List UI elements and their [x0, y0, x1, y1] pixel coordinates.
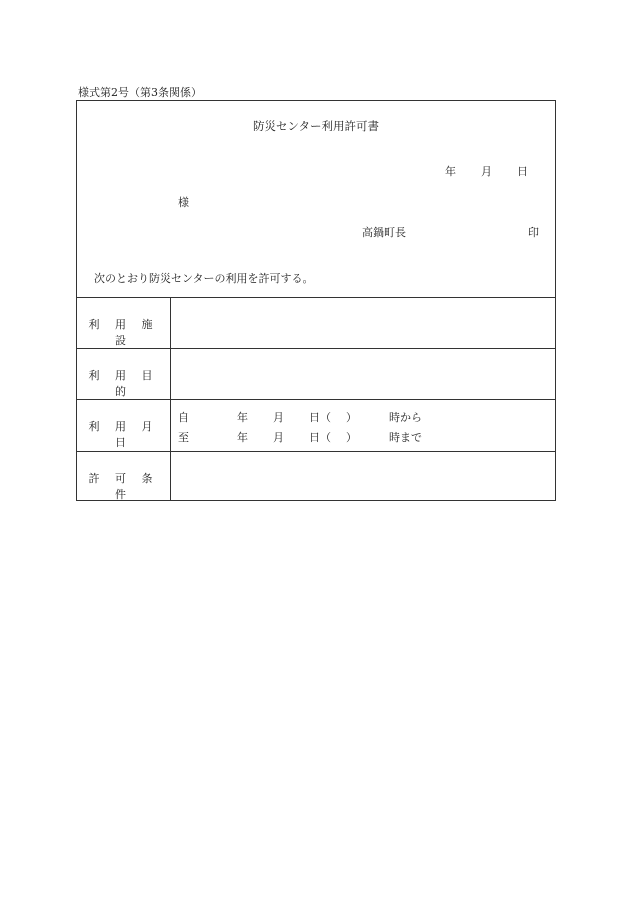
date-from-year: 年 — [237, 411, 248, 424]
issuer-title: 高鍋町長 — [362, 226, 406, 239]
date-from-prefix: 自 — [178, 411, 189, 424]
purpose-value-cell — [171, 349, 556, 399]
date-to-month: 月 — [273, 431, 284, 444]
intro-text: 次のとおり防災センターの利用を許可する。 — [94, 272, 314, 285]
permit-form-frame — [76, 100, 556, 501]
addressee-suffix: 様 — [178, 196, 189, 209]
conditions-value-cell — [171, 452, 556, 501]
facility-value-cell — [171, 298, 556, 348]
date-from-day-open: 日（ — [309, 411, 331, 424]
date-to-time: 時まで — [389, 431, 422, 444]
table-row-divider — [77, 399, 555, 400]
date-from-month: 月 — [273, 411, 284, 424]
issue-date-month: 月 — [481, 165, 492, 178]
issue-date-day: 日 — [517, 165, 528, 178]
date-to-prefix: 至 — [178, 431, 189, 444]
row-label-conditions: 許 可 条 件 — [88, 472, 159, 501]
seal-mark: 印 — [528, 226, 539, 239]
row-label-date: 利 用 月 日 — [88, 420, 159, 449]
document-title: 防災センター利用許可書 — [252, 119, 380, 133]
date-from-time: 時から — [389, 411, 422, 424]
date-from-day-close: ） — [346, 411, 357, 424]
date-to-day-close: ） — [346, 431, 357, 444]
row-label-facility: 利 用 施 設 — [88, 318, 159, 347]
form-number-label: 様式第2号（第3条関係） — [78, 86, 202, 99]
issue-date-year: 年 — [445, 165, 456, 178]
date-to-year: 年 — [237, 431, 248, 444]
row-label-purpose: 利 用 目 的 — [88, 369, 159, 398]
date-to-day-open: 日（ — [309, 431, 331, 444]
